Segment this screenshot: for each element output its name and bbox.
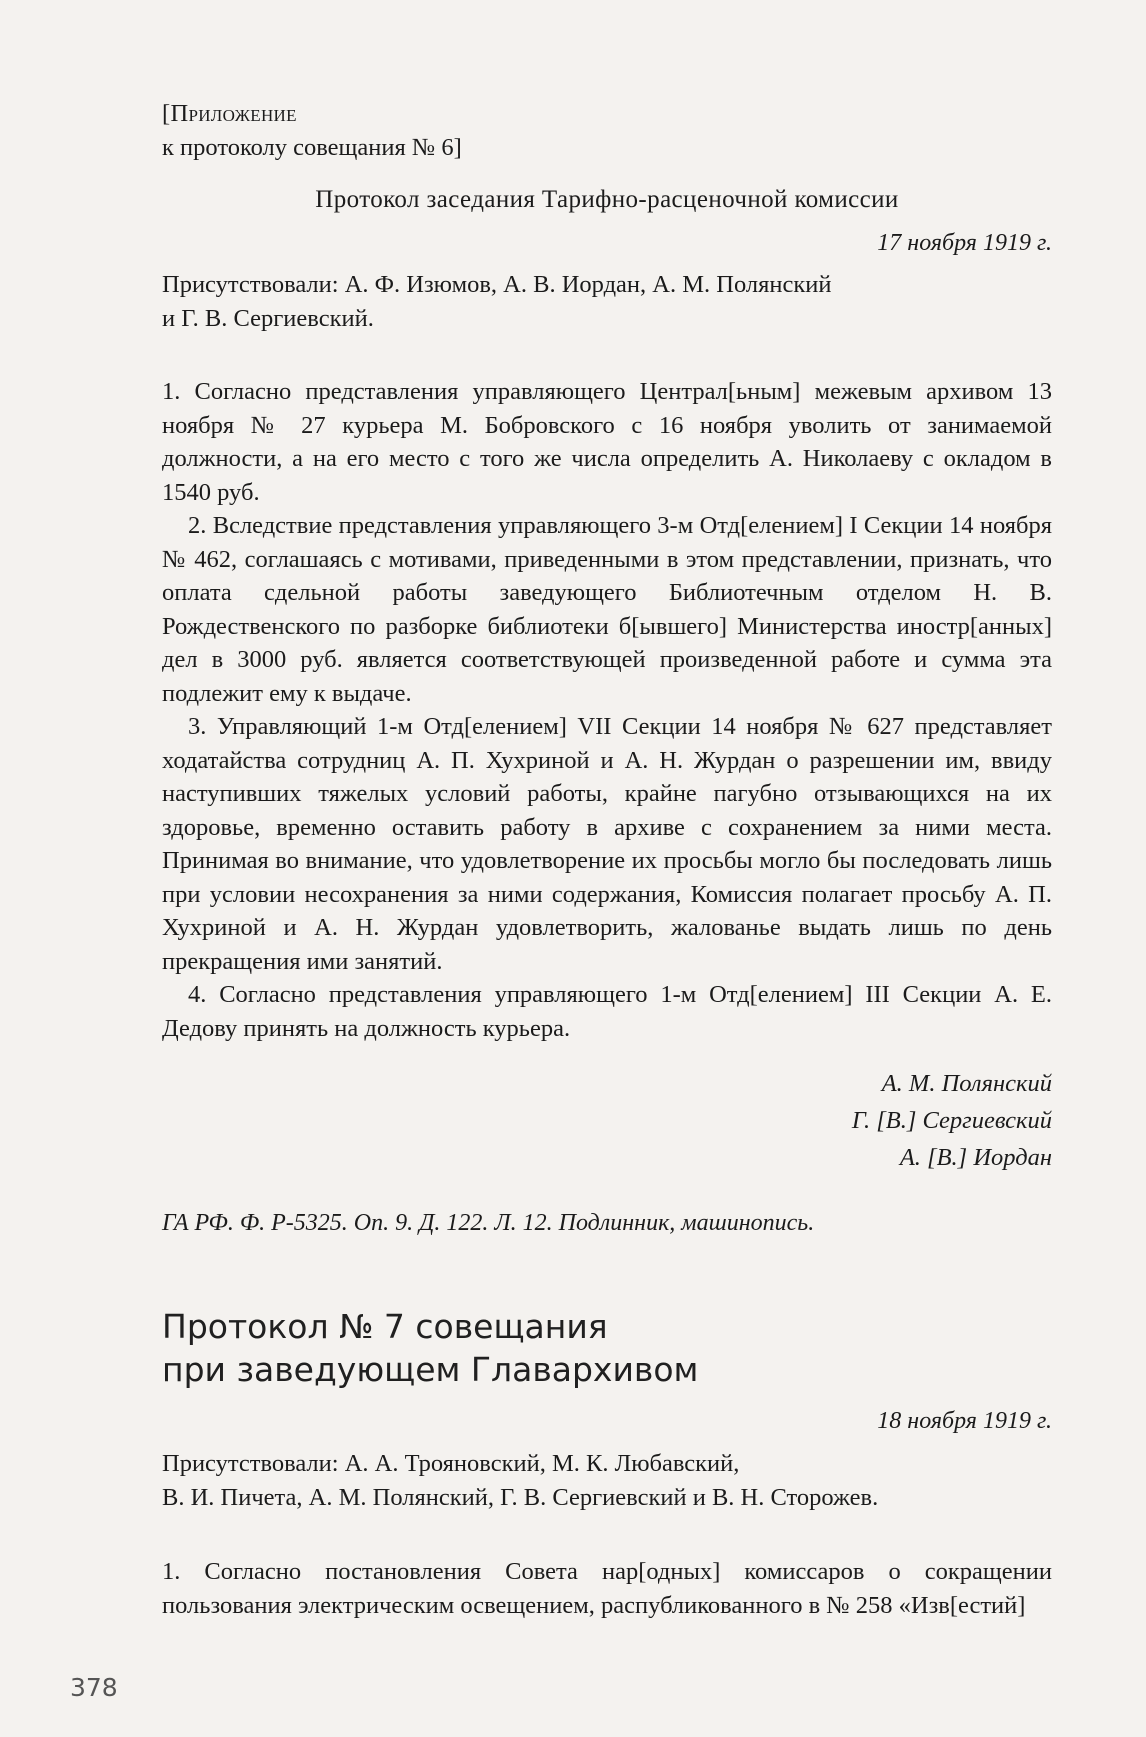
protocol2-heading — [162, 1305, 698, 1391]
protocol2-date: 18 ноября 1919 г. — [877, 1408, 1052, 1434]
protocol1-item-1: 1. Согласно представления управляющего Централ[ьным] межевым архивом 13 ноября № 27 курьера М. Бобровского с 16 ноября уволить от занимаемой должности, а на его место с того же числа определить А. Николаеву с окладом в 1540 руб. — [162, 378, 1052, 506]
protocol1-item-4: 4. Согласно представления управляющего 1-м Отд[елением] III Секции А. Е. Дедову принять на должность курьера. — [162, 981, 1052, 1042]
signatures — [852, 1065, 1052, 1176]
protocol2-item-1: 1. Согласно постановления Совета нар[одных] комиссаров о сокращении пользования электрическим освещением, распубликованного в № 258 «Изв[естий] — [162, 1558, 1052, 1619]
protocol2-heading-line-1: Протокол № 7 совещания — [162, 1307, 608, 1346]
protocol2-body — [162, 1555, 1052, 1622]
protocol1-attendees — [162, 268, 1052, 335]
protocol2-attendees-line-2: В. И. Пичета, А. М. Полянский, Г. В. Сергиевский и В. Н. Сторожев. — [162, 1483, 879, 1511]
appendix-reference: к протоколу совещания № 6] — [162, 134, 462, 161]
protocol1-item-3: 3. Управляющий 1-м Отд[елением] VII Секции 14 ноября № 627 представляет ходатайства сотрудниц А. П. Хухриной и А. Н. Журдан о разрешении им, ввиду наступивших тяжелых условий работы, крайне пагубно отзывающихся на их здоровье, временно оставить работу в архиве с сохранением за ними места. Принимая во внимание, что удовлетворение их просьбы могло бы последовать лишь при условии несохранения за ними содержания, Комиссия полагает просьбу А. П. Хухриной и А. Н. Журдан удовлетворить, жалованье выдать лишь по день прекращения ими занятий. — [162, 713, 1052, 975]
attendees-line-1: Присутствовали: А. Ф. Изюмов, А. В. Иордан, А. М. Полянский — [162, 271, 832, 298]
attendees-line-2: и Г. В. Сергиевский. — [162, 304, 374, 332]
signature-sergievsky: Г. [В.] Сергиевский — [851, 1107, 1052, 1134]
protocol1-date: 17 ноября 1919 г. — [877, 230, 1052, 256]
protocol2-attendees-line-1: Присутствовали: А. А. Трояновский, М. К. Любавский, — [162, 1450, 740, 1477]
protocol1-title: Протокол заседания Тарифно-расценочной комиссии — [315, 186, 899, 213]
protocol2-heading-line-2: при заведующем Главархивом — [162, 1350, 699, 1389]
signature-polyansky: А. М. Полянский — [881, 1070, 1052, 1097]
protocol1-body — [162, 375, 1052, 1045]
protocol1-item-2: 2. Вследствие представления управляющего 3-м Отд[елением] I Секции 14 ноября № 462, соглашаясь с мотивами, приведенными в этом представлении, признать, что оплата сдельной работы заведующего Библиотечным отделом Н. В. Рождественского по разборке библиотеки б[ывшего] Министерства иностр[анных] дел в 3000 руб. является соответствующей произведенной работе и сумма эта подлежит ему к выдаче. — [162, 512, 1052, 707]
page-number: 378 — [70, 1673, 118, 1702]
appendix-header — [162, 97, 462, 165]
archive-source: ГА РФ. Ф. Р-5325. Оп. 9. Д. 122. Л. 12. Подлинник, машинопись. — [162, 1210, 815, 1236]
protocol2-attendees — [162, 1447, 1052, 1514]
signature-iordan: А. [В.] Иордан — [899, 1144, 1052, 1171]
appendix-label: [Приложение — [162, 100, 297, 127]
